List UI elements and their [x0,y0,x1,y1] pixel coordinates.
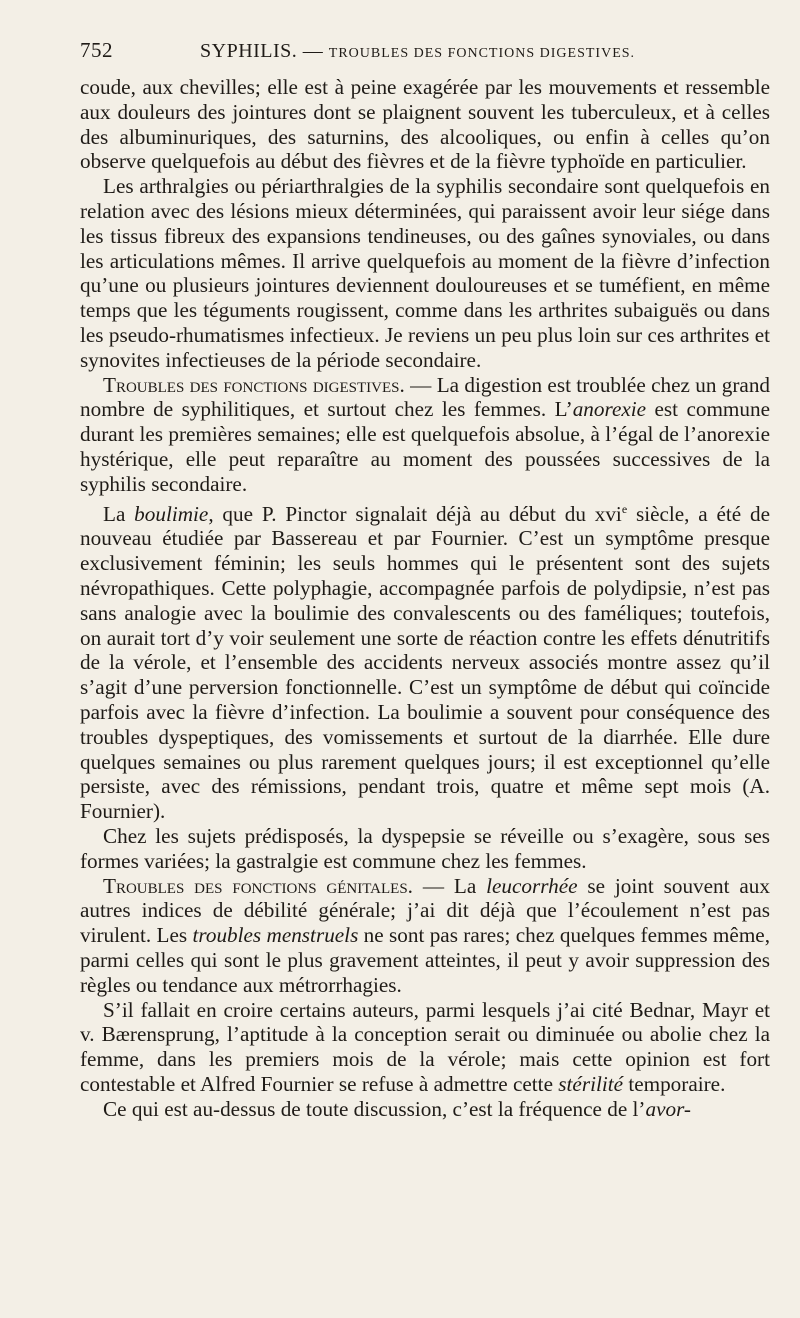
text-run: est commune durant les premières semaines; elle est quelquefois absolue, à l’égal de l’anorexie hystérique, elle peut reparaître au moment des poussées successives de la syphilis secondaire. [80,397,771,496]
text-run: coude, aux chevilles; elle est à peine exagérée par les mouvements et ressemble aux douleurs des jointures dont se plaignent souvent les tuberculeux, et à celles des albuminuriques, des saturnins, des alcooliques, ou enfin à celles qu’on observe quelquefois au début des fièvres et de la fièvre typhoïde en particulier. [80,75,770,174]
text-run: S’il fallait en croire certains auteurs, parmi lesquels j’ai cité Bednar, Mayr et v. Bærensprung, l’aptitude à la conception serait ou diminuée ou abolie chez la femme, dans les premiers mois de la vérole; mais cette opinion est fort contestable et Alfred Fournier se refuse à admettre cette [80,997,770,1096]
text-run: — La digestion est troublée chez un grand nombre de syphilitiques, et surtout chez les femmes. L’ [80,372,771,422]
italic-term: boulimie [134,501,209,526]
italic-term: anorexie [572,397,647,422]
title-dash: — [302,40,324,62]
paragraph [80,75,770,174]
text-run: — La [412,873,487,898]
section-heading: Troubles des fonctions génitales. [103,873,413,898]
paragraph [80,373,770,497]
running-header [80,38,770,63]
text-run: ne sont pas rares; chez quelques femmes même, parmi celles qui sont le plus gravement atteintes, il peut y avoir suppression des règles ou tendance aux métrorrhagies. [80,923,771,997]
book-title: SYPHILIS. [200,40,298,62]
text-run: Les arthralgies ou périarthralgies de la syphilis secondaire sont quelquefois en relation avec des lésions mieux déterminées, qui paraissent avoir leur siége dans les tissus fibreux des expansions tendineuses, ou des gaînes synoviales, ou dans les articulations mêmes. Il arrive quelquefois au moment de la fièvre d’infection qu’une ou plusieurs jointures deviennent douloureuses et se tuméfient, en même temps que les téguments rougissent, comme dans les arthrites subaiguës ou dans les pseudo-rhumatismes infectieux. Je reviens un peu plus loin sur ces arthrites et synovites infectieuses de la période secondaire. [80,174,770,372]
italic-term: avor- [645,1096,691,1121]
paragraph [80,174,770,372]
italic-term: leucorrhée [486,873,578,898]
italic-term: stérilité [558,1071,624,1096]
paragraph [80,874,770,998]
page-number: 752 [80,38,113,62]
running-title [200,40,635,63]
text-run: siècle, a été de nouveau étudiée par Bassereau et par Fournier. C’est un symptôme presque exclusivement féminin; les seuls hommes qui le présentent sont des sujets névropathiques. Cette polyphagie, accompagnée parfois de polydipsie, n’est pas sans analogie avec la boulimie des convalescents ou des faméliques; toutefois, on aurait tort d’y voir seulement une sorte de réaction contre les effets dénutritifs de la vérole, et l’ensemble des accidents nerveux associés montre assez qu’il s’agit d’une perversion fonctionnelle. C’est un symptôme de début qui coïncide parfois avec la fièvre d’infection. La boulimie a souvent pour conséquence des troubles dyspeptiques, des vomissements et surtout de la diarrhée. Elle dure quelques semaines ou plus rarement quelques jours; il est exceptionnel qu’elle persiste, avec des rémissions, pendant trois, quatre et même sept mois (A. Fournier). [80,501,770,824]
text-run: Chez les sujets prédisposés, la dyspepsie se réveille ou s’exagère, sous ses formes variées; la gastralgie est commune chez les femmes. [80,823,770,873]
superscript: e [621,501,628,516]
body-text [80,75,770,1122]
paragraph [80,497,770,824]
text-run: Ce qui est au-dessus de toute discussion, c’est la fréquence de l’ [103,1096,646,1121]
text-run: , que P. Pinctor signalait déjà au début du xvi [208,501,622,526]
paragraph [80,998,770,1097]
text-run: La [103,501,135,526]
section-heading: Troubles des fonctions digestives. [103,372,405,397]
text-run: temporaire. [623,1071,726,1096]
text-run: se joint souvent aux autres indices de débilité générale; j’ai dit déjà que l’écoulement n’est pas virulent. Les [80,873,770,948]
italic-term: troubles menstruels [192,923,359,948]
paragraph [80,824,770,874]
section-title: TROUBLES DES FONCTIONS DIGESTIVES. [328,46,636,61]
paragraph [80,1097,770,1122]
